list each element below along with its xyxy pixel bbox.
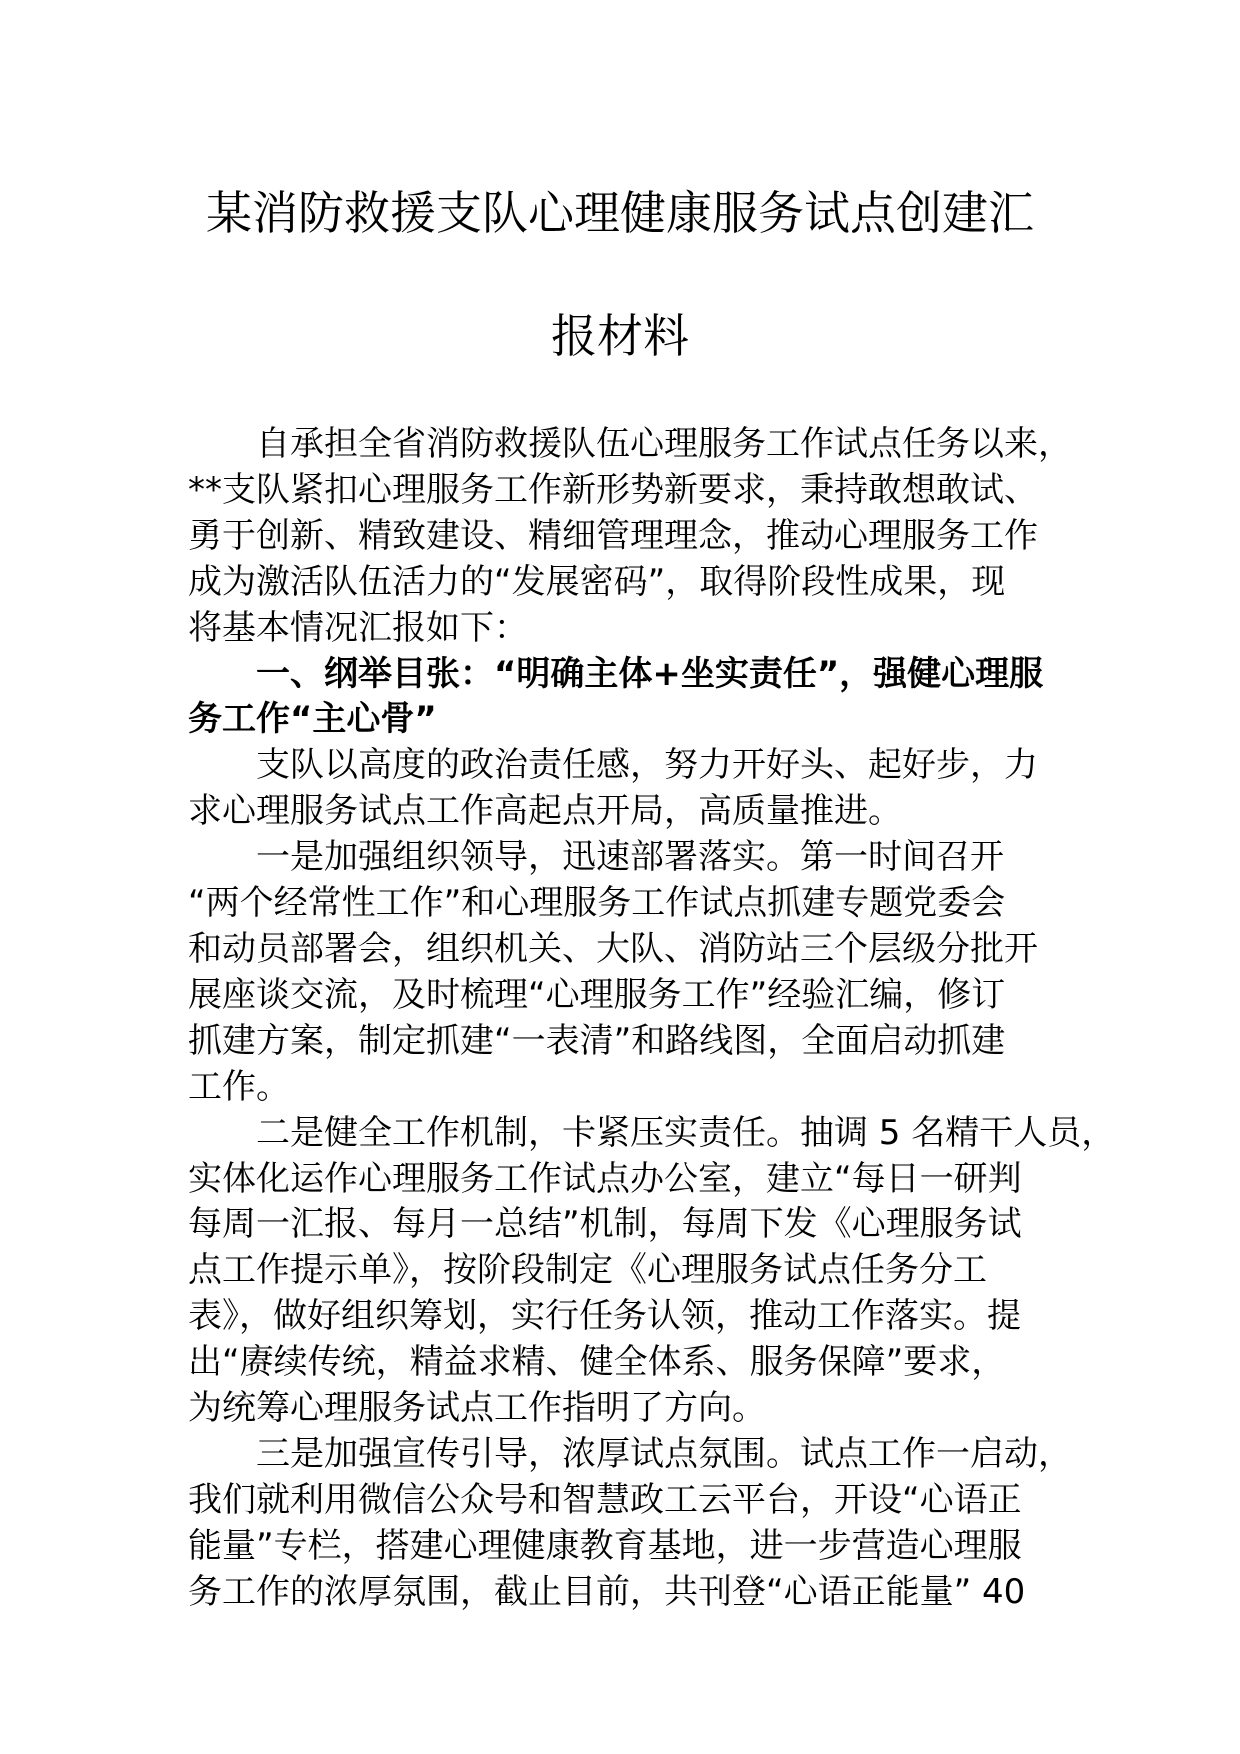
heading-line: 务工作“主心骨” xyxy=(188,699,437,740)
text-line: 勇于创新、精致建设、精细管理理念，推动心理服务工作 xyxy=(188,515,1038,556)
paragraph-intro xyxy=(188,422,1088,652)
text-line: **支队紧扣心理服务工作新形势新要求，秉持敢想敢试、 xyxy=(188,469,1038,510)
text-line: 三是加强宣传引导，浓厚试点氛围。试点工作一启动， xyxy=(256,1433,1072,1474)
paragraph-point-1 xyxy=(188,835,1088,1110)
section-heading-1 xyxy=(188,652,1088,744)
text-line: 为统筹心理服务试点工作指明了方向。 xyxy=(188,1388,766,1429)
text-line: 二是健全工作机制，卡紧压实责任。抽调 5 名精干人员， xyxy=(256,1112,1116,1153)
text-line: “两个经常性工作”和心理服务工作试点抓建专题党委会 xyxy=(188,883,1006,924)
text-line: 能量”专栏，搭建心理健康教育基地，进一步营造心理服 xyxy=(188,1525,1022,1566)
paragraph-point-2 xyxy=(188,1111,1116,1432)
paragraph-point-3 xyxy=(188,1432,1088,1616)
document-title-line-1: 某消防救援支队心理健康服务试点创建汇 xyxy=(206,186,1034,240)
text-line: 点工作提示单》，按阶段制定《心理服务试点任务分工 xyxy=(188,1250,987,1291)
document-body xyxy=(188,422,1116,1616)
text-line: 抓建方案，制定抓建“一表清”和路线图，全面启动抓建 xyxy=(188,1020,1006,1061)
text-line: 我们就利用微信公众号和智慧政工云平台，开设“心语正 xyxy=(188,1479,1022,1520)
heading-line: 一、纲举目张：“明确主体+坐实责任”，强健心理服 xyxy=(256,653,1044,694)
text-line: 将基本情况汇报如下： xyxy=(188,607,528,648)
text-line: 求心理服务试点工作高起点开局，高质量推进。 xyxy=(188,791,902,832)
text-line: 每周一汇报、每月一总结”机制，每周下发《心理服务试 xyxy=(188,1204,1022,1245)
text-line: 自承担全省消防救援队伍心理服务工作试点任务以来， xyxy=(256,424,1072,464)
paragraph-section-intro xyxy=(188,743,1088,835)
text-line: 支队以高度的政治责任感，努力开好头、起好步，力 xyxy=(256,745,1038,786)
text-line: 一是加强组织领导，迅速部署落实。第一时间召开 xyxy=(256,837,1004,878)
text-line: 展座谈交流，及时梳理“心理服务工作”经验汇编，修订 xyxy=(188,974,1006,1015)
text-line: 和动员部署会，组织机关、大队、消防站三个层级分批开 xyxy=(188,928,1038,969)
text-line: 表》，做好组织筹划，实行任务认领，推动工作落实。提 xyxy=(188,1296,1021,1337)
text-line: 出“赓续传统，精益求精、健全体系、服务保障”要求， xyxy=(188,1342,1006,1383)
text-line: 成为激活队伍活力的“发展密码”，取得阶段性成果，现 xyxy=(188,561,1006,602)
text-line: 实体化运作心理服务工作试点办公室，建立“每日一研判 xyxy=(188,1158,1022,1199)
text-line: 务工作的浓厚氛围，截止目前，共刊登“心语正能量” 40 xyxy=(188,1571,1026,1612)
text-line: 工作。 xyxy=(188,1066,290,1107)
document-title-line-2: 报材料 xyxy=(551,309,689,363)
